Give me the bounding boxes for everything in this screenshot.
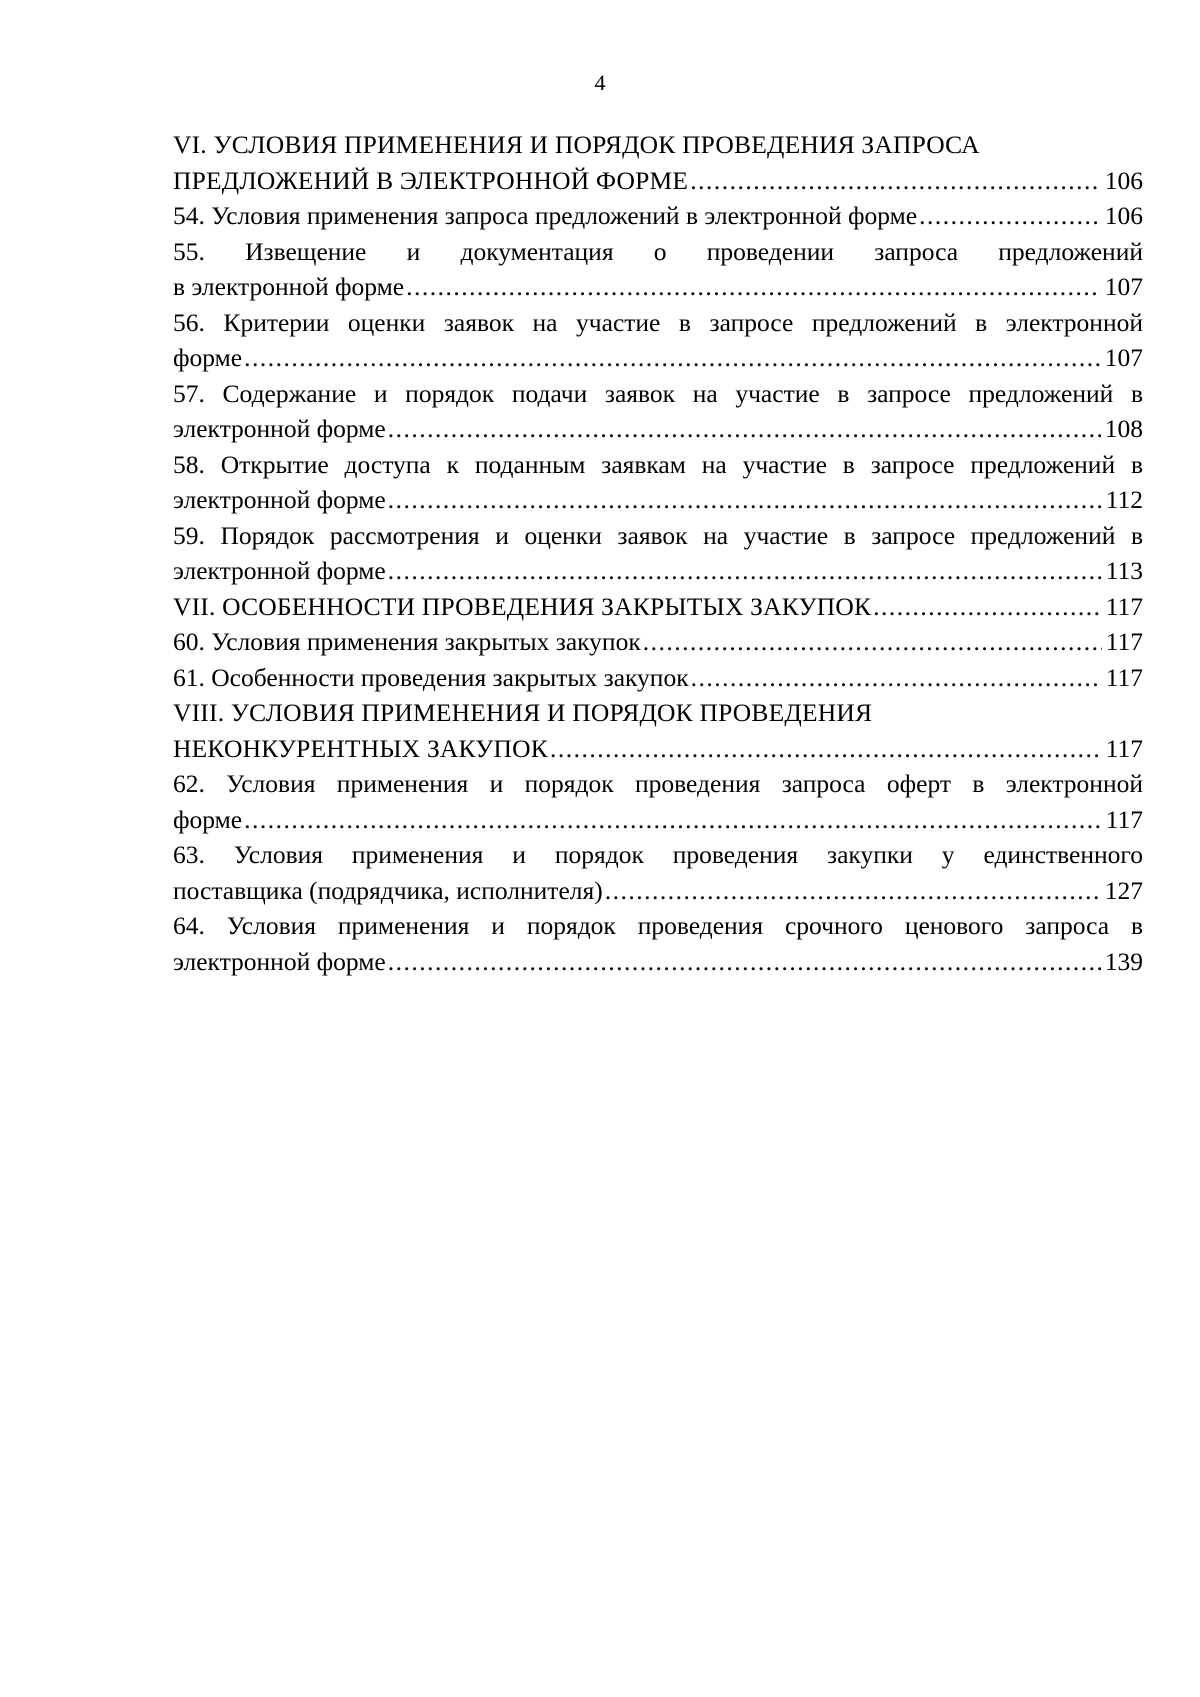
toc-page-number: 108 — [1104, 414, 1143, 443]
toc-entry-title: форме — [173, 343, 243, 372]
toc-item-entry[interactable] — [173, 766, 1143, 837]
toc-entry-title: 60. Условия применения закрытых закупок — [173, 627, 641, 656]
toc-page-number: 107 — [1104, 272, 1143, 301]
toc-item-entry[interactable] — [173, 376, 1143, 447]
table-of-contents — [173, 127, 1143, 979]
toc-entry-title: электронной форме — [173, 946, 386, 976]
toc-entry-leader-line — [173, 553, 1143, 589]
toc-entry-leader-line — [173, 731, 1143, 767]
toc-item-entry[interactable] — [173, 305, 1143, 376]
toc-item-entry[interactable] — [173, 447, 1143, 518]
toc-item-entry[interactable] — [173, 837, 1143, 908]
toc-section-entry[interactable] — [173, 589, 1143, 625]
toc-entry-title: электронной форме — [173, 485, 386, 514]
toc-entry-title-line: VI. УСЛОВИЯ ПРИМЕНЕНИЯ И ПОРЯДОК ПРОВЕДЕНИЯ ЗАПРОСА — [173, 130, 980, 159]
toc-entry-title: VII. ОСОБЕННОСТИ ПРОВЕДЕНИЯ ЗАКРЫТЫХ ЗАКУПОК — [173, 591, 872, 621]
toc-entry-leader-line — [173, 269, 1143, 305]
dot-leader — [690, 163, 1101, 199]
toc-section-entry[interactable] — [173, 127, 1143, 198]
dot-leader — [691, 660, 1102, 696]
toc-item-entry[interactable] — [173, 518, 1143, 589]
toc-page-number: 113 — [1105, 556, 1143, 585]
toc-page-number: 106 — [1104, 201, 1143, 230]
toc-entry-title-line: 57. Содержание и порядок подачи заявок на участие в запросе предложений в — [173, 378, 1143, 408]
toc-entry-title: 54. Условия применения запроса предложений в электронной форме — [173, 201, 918, 230]
dot-leader — [550, 731, 1102, 767]
toc-item-entry[interactable] — [173, 624, 1143, 660]
toc-entry-title: ПРЕДЛОЖЕНИЙ В ЭЛЕКТРОННОЙ ФОРМЕ — [173, 165, 689, 195]
toc-page-number: 112 — [1105, 485, 1143, 514]
dot-leader — [919, 198, 1101, 234]
toc-page-number: 117 — [1105, 627, 1143, 656]
toc-page-number: 117 — [1105, 591, 1143, 621]
toc-entry-title-line: 55. Извещение и документация о проведении запроса предложений — [173, 236, 1143, 266]
toc-entry-title-line: 59. Порядок рассмотрения и оценки заявок на участие в запросе предложений в — [173, 520, 1143, 550]
toc-entry-title-line: 58. Открытие доступа к поданным заявкам на участие в запросе предложений в — [173, 449, 1143, 479]
toc-entry-leader-line — [173, 482, 1143, 518]
toc-item-entry[interactable] — [173, 908, 1143, 979]
toc-entry-title: НЕКОНКУРЕНТНЫХ ЗАКУПОК — [173, 733, 548, 763]
toc-entry-title: 61. Особенности проведения закрытых закупок — [173, 662, 689, 692]
dot-leader — [388, 482, 1102, 518]
toc-item-entry[interactable] — [173, 660, 1143, 696]
toc-entry-title-line: VIII. УСЛОВИЯ ПРИМЕНЕНИЯ И ПОРЯДОК ПРОВЕДЕНИЯ — [173, 698, 873, 727]
toc-page-number: 127 — [1104, 875, 1143, 905]
dot-leader — [388, 944, 1101, 980]
toc-section-entry[interactable] — [173, 695, 1143, 766]
toc-entry-leader-line — [173, 802, 1143, 838]
toc-entry-title-line: 56. Критерии оценки заявок на участие в запросе предложений в электронной — [173, 307, 1143, 337]
dot-leader — [244, 340, 1101, 376]
toc-page-number: 106 — [1104, 165, 1143, 195]
toc-entry-leader-line — [173, 624, 1143, 660]
dot-leader — [605, 873, 1101, 909]
toc-page-number: 117 — [1105, 733, 1143, 763]
toc-entry-title: электронной форме — [173, 556, 386, 585]
toc-item-entry[interactable] — [173, 198, 1143, 234]
dot-leader — [244, 802, 1102, 838]
toc-entry-leader-line — [173, 944, 1143, 980]
toc-page-number: 107 — [1104, 343, 1143, 372]
toc-entry-title-line: 63. Условия применения и порядок проведения закупки у единственного — [173, 840, 1143, 869]
toc-entry-title: поставщика (подрядчика, исполнителя) — [173, 875, 603, 905]
toc-entry-title: форме — [173, 804, 243, 834]
toc-entry-leader-line — [173, 873, 1143, 909]
toc-page-number: 117 — [1105, 662, 1143, 692]
dot-leader — [388, 553, 1102, 589]
toc-page-number: 117 — [1105, 804, 1143, 834]
toc-entry-title-line: 62. Условия применения и порядок проведения запроса оферт в электронной — [173, 769, 1143, 798]
toc-entry-leader-line — [173, 660, 1143, 696]
toc-entry-leader-line — [173, 198, 1143, 234]
dot-leader — [388, 411, 1101, 447]
toc-entry-title: в электронной форме — [173, 272, 405, 301]
toc-entry-leader-line — [173, 589, 1143, 625]
dot-leader — [406, 269, 1101, 305]
page-number: 4 — [594, 70, 606, 95]
toc-entry-title-line: 64. Условия применения и порядок проведения срочного ценового запроса в — [173, 911, 1143, 940]
toc-item-entry[interactable] — [173, 234, 1143, 305]
dot-leader — [873, 589, 1102, 625]
toc-entry-leader-line — [173, 340, 1143, 376]
dot-leader — [643, 624, 1102, 660]
toc-entry-leader-line — [173, 163, 1143, 199]
toc-entry-leader-line — [173, 411, 1143, 447]
toc-page-number: 139 — [1104, 946, 1143, 976]
toc-entry-title: электронной форме — [173, 414, 386, 443]
